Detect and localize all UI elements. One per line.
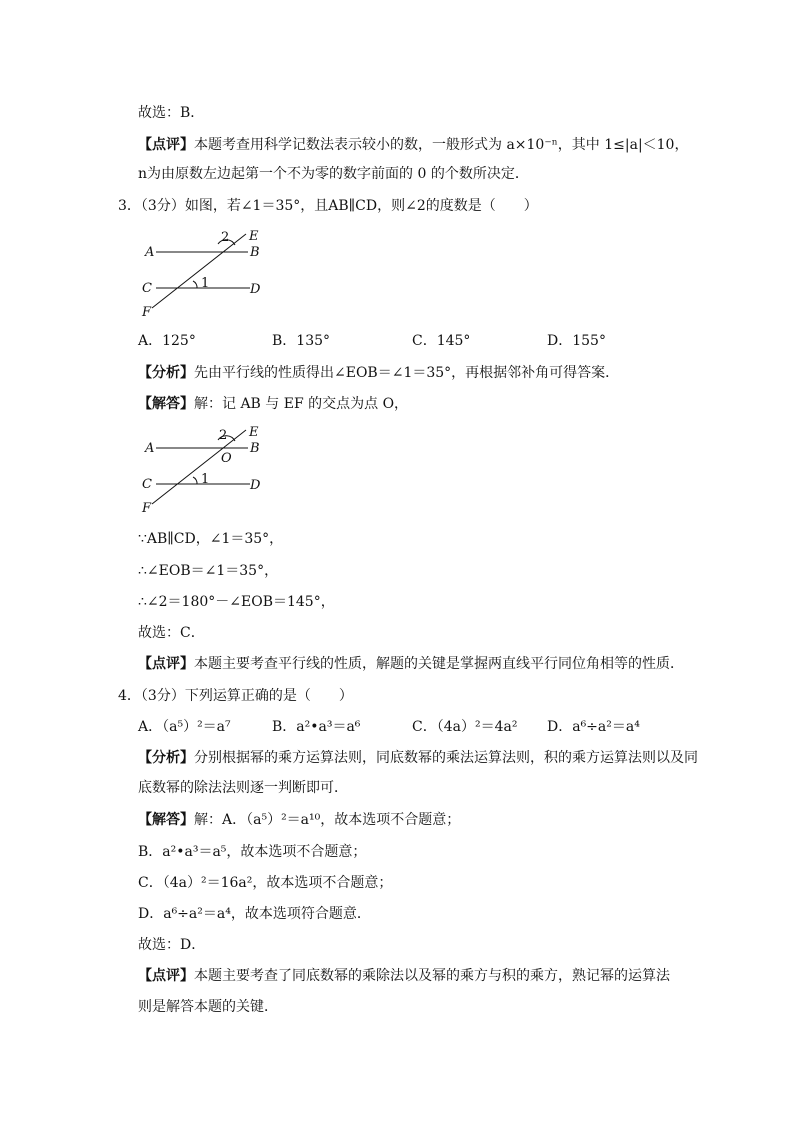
q4-solution-tag: 【解答】 [138,812,194,828]
q3-comment-text: 本题主要考查平行线的性质，解题的关键是掌握两直线平行同位角相等的性质． [194,656,684,672]
q2-answer: 故选：B． [138,105,205,121]
q2-comment-line2: n为由原数左边起第一个不为零的数字前面的 0 的个数所决定． [138,166,529,182]
q4-analysis-line1 [138,748,698,768]
q2-comment-text1: 本题考查用科学记数法表示较小的数，一般形式为 a×10⁻ⁿ，其中 1≤|a|＜10， [194,137,689,153]
q4-comment-line1 [138,966,670,986]
q3-comment-tag: 【点评】 [138,656,194,672]
q3-analysis [138,363,619,383]
line-ef [152,430,246,504]
q3-stem [118,196,538,216]
label-e: E [249,229,259,244]
q4-option-a[interactable]: A．（a⁵）²＝a⁷ [138,719,231,735]
label-o: O [221,451,232,466]
q4-option-b[interactable]: B．a²•a³＝a⁶ [272,719,361,735]
label-b: B [250,441,260,456]
label-angle2: 2 [221,230,230,245]
label-angle1: 1 [201,276,210,291]
label-a: A [145,245,155,260]
q3-step2: ∴∠EOB＝∠1＝35°， [138,563,279,579]
angle1-arc [193,281,197,288]
label-f: F [142,501,152,516]
q4-answer: 故选：D． [138,937,206,953]
q3-step1: ∵AB∥CD，∠1＝35°， [138,531,284,547]
q3-option-b[interactable]: B．135° [272,333,331,349]
q2-comment-line1 [138,135,688,155]
q3-analysis-tag: 【分析】 [138,365,194,381]
q4-solution-a-text: 解：A．（a⁵）²＝a¹⁰，故本选项不合题意； [194,812,461,828]
q3-solution-figure [138,422,278,516]
label-f: F [142,305,152,320]
q3-number: 3． [118,198,141,214]
q3-stem-text: （3分）如图，若∠1＝35°，且AB∥CD，则∠2的度数是（ ） [140,198,538,214]
q4-stem [118,686,353,706]
angle1-arc [193,477,197,484]
q4-solution-b: B．a²•a³＝a⁵，故本选项不合题意； [138,844,367,860]
q4-analysis-text1: 分别根据幂的乘方运算法则，同底数幂的乘法运算法则，积的乘方运算法则以及同 [194,750,698,766]
q4-comment-line2: 则是解答本题的关键． [138,999,278,1015]
q3-option-a[interactable]: A．125° [138,333,196,349]
q3-analysis-text: 先由平行线的性质得出∠EOB＝∠1＝35°，再根据邻补角可得答案． [194,365,620,381]
q3-step3: ∴∠2＝180°－∠EOB＝145°， [138,594,335,610]
label-d: D [250,478,261,493]
q4-solution-a [138,810,460,830]
q3-option-d[interactable]: D．155° [547,333,606,349]
q4-stem-text: （3分）下列运算正确的是（ ） [140,688,353,704]
q3-solution-intro: 解：记 AB 与 EF 的交点为点 O， [194,396,409,412]
q4-solution-c: C．（4a）²＝16a²，故本选项不合题意； [138,875,393,891]
label-d: D [250,282,261,297]
label-angle1: 1 [201,472,210,487]
q4-number: 4． [118,688,141,704]
label-c: C [142,477,152,492]
q3-answer: 故选：C． [138,625,205,641]
q3-solution-tag: 【解答】 [138,396,194,412]
q4-analysis-line2: 底数幂的除法法则逐一判断即可． [138,780,348,796]
q4-option-c[interactable]: C．（4a）²＝4a² [412,719,518,735]
q4-analysis-tag: 【分析】 [138,750,194,766]
label-b: B [250,245,260,260]
q2-comment-tag: 【点评】 [138,137,194,153]
q3-option-c[interactable]: C．145° [412,333,471,349]
label-e: E [249,425,259,440]
q4-solution-d: D．a⁶÷a²＝a⁴，故本选项符合题意． [138,906,371,922]
q3-figure [138,226,278,320]
q3-solution [138,394,408,414]
q3-comment [138,654,684,674]
label-c: C [142,281,152,296]
label-a: A [145,441,155,456]
line-ef [152,234,246,308]
q4-comment-tag: 【点评】 [138,968,194,984]
q4-comment-text1: 本题主要考查了同底数幂的乘除法以及幂的乘方与积的乘方，熟记幂的运算法 [194,968,670,984]
label-angle2: 2 [219,428,228,443]
q4-option-d[interactable]: D．a⁶÷a²＝a⁴ [547,719,640,735]
